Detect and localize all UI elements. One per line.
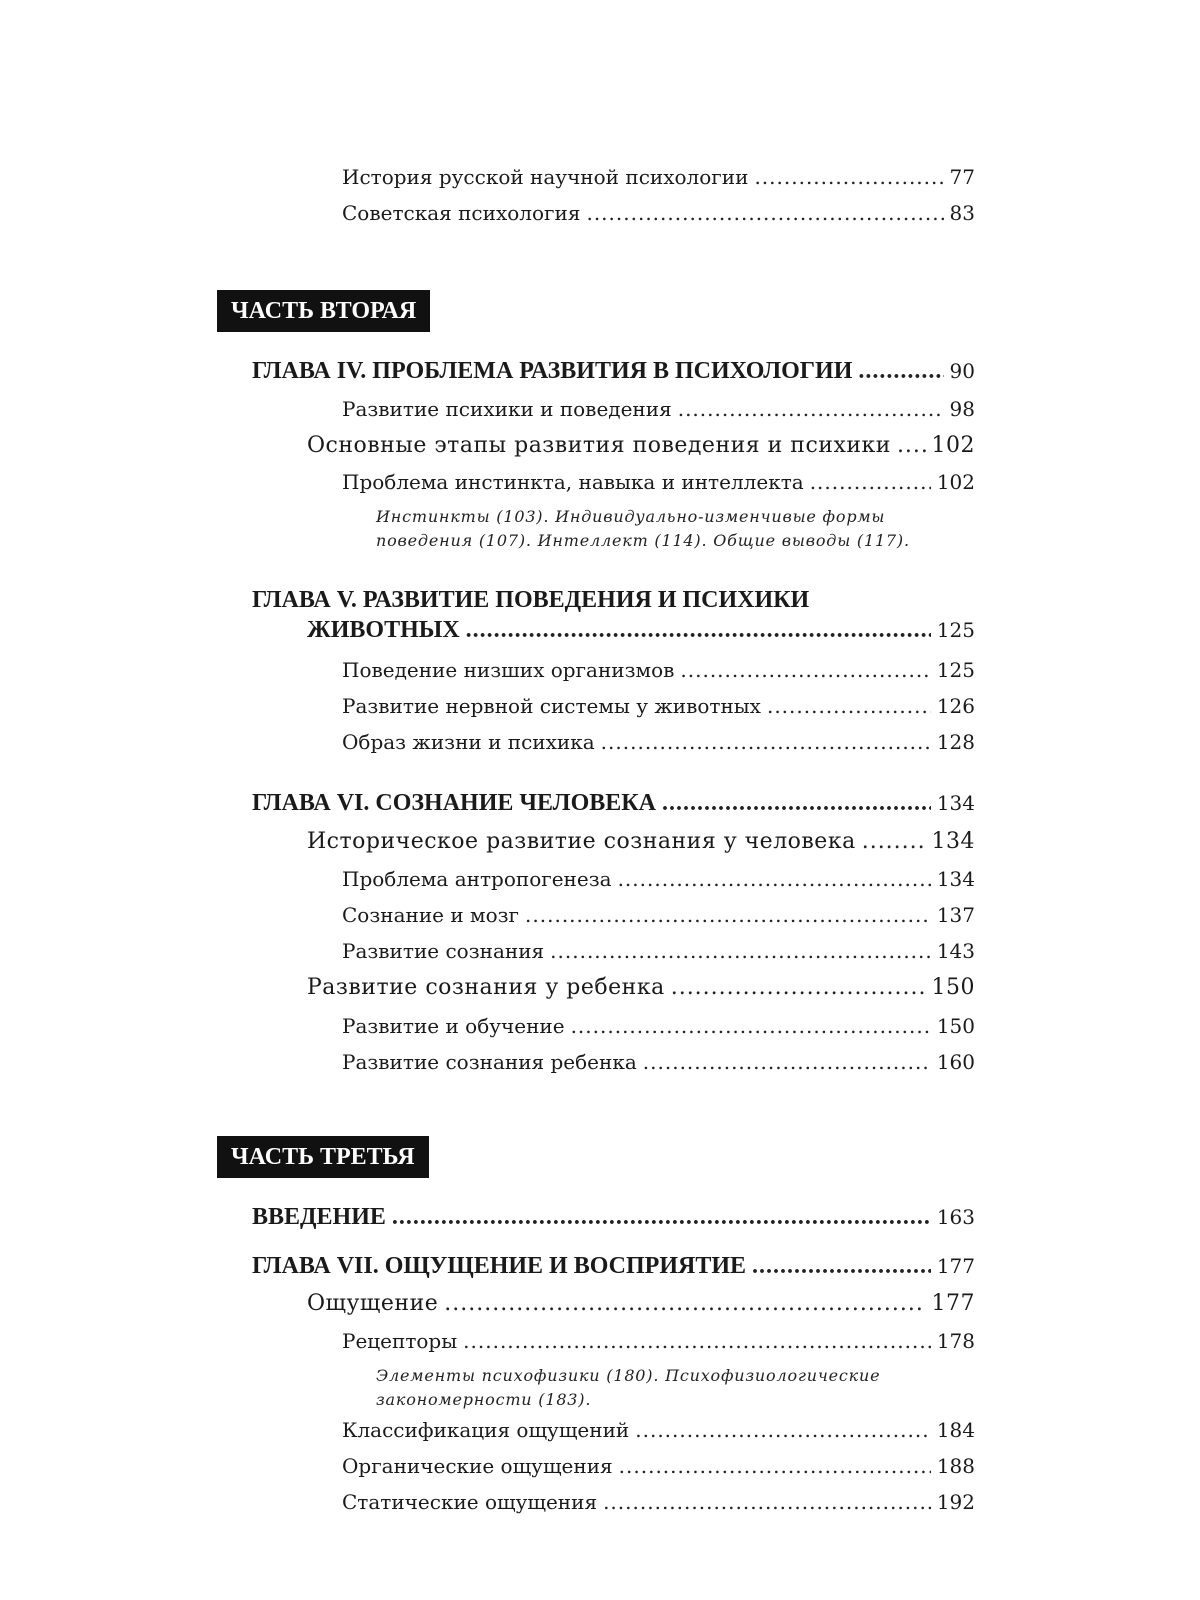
dot-leader bbox=[571, 1014, 931, 1038]
toc-entry-title: Развитие нервной системы у животных bbox=[342, 694, 761, 718]
toc-entry[interactable] bbox=[342, 1050, 975, 1074]
toc-entry[interactable] bbox=[342, 1490, 975, 1514]
toc-entry[interactable] bbox=[342, 165, 975, 189]
toc-entry-page: 192 bbox=[936, 1490, 975, 1514]
chapter-title: ГЛАВА VI. СОЗНАНИЕ ЧЕЛОВЕКА bbox=[252, 790, 656, 816]
dot-leader bbox=[671, 975, 926, 1000]
toc-entry-title: Поведение низших организмов bbox=[342, 658, 675, 682]
toc-entry-page: 77 bbox=[949, 165, 975, 189]
toc-entry-page: 137 bbox=[936, 903, 975, 927]
dot-leader bbox=[752, 1253, 931, 1280]
chapter-page: 90 bbox=[949, 359, 975, 383]
toc-entry-note: Инстинкты (103). Индивидуально-изменчивые формы поведения (107). Интеллект (114). Общие выводы (117). bbox=[376, 507, 910, 550]
toc-section-page: 102 bbox=[931, 433, 975, 458]
dot-leader bbox=[463, 1329, 931, 1353]
chapter-page: 134 bbox=[936, 791, 975, 815]
toc-entry-title: Органические ощущения bbox=[342, 1454, 613, 1478]
toc-section-title: Развитие сознания у ребенка bbox=[307, 975, 665, 1000]
chapter-title: ГЛАВА IV. ПРОБЛЕМА РАЗВИТИЯ В ПСИХОЛОГИИ bbox=[252, 358, 853, 384]
part-heading-three: ЧАСТЬ ТРЕТЬЯ bbox=[217, 1136, 429, 1178]
toc-section[interactable] bbox=[307, 829, 975, 854]
chapter-title: ВВЕДЕНИЕ bbox=[252, 1204, 386, 1230]
toc-entry-title: Развитие психики и поведения bbox=[342, 397, 672, 421]
toc-entry[interactable] bbox=[342, 201, 975, 225]
toc-entry-title: Рецепторы bbox=[342, 1329, 458, 1353]
toc-section-title: Основные этапы развития поведения и психики bbox=[307, 433, 891, 458]
toc-entry[interactable] bbox=[342, 694, 975, 718]
dot-leader bbox=[810, 470, 931, 494]
toc-section[interactable] bbox=[307, 975, 975, 1000]
chapter-page: 163 bbox=[936, 1205, 975, 1229]
chapter-5-heading[interactable] bbox=[307, 617, 975, 644]
chapter-title: ЖИВОТНЫХ bbox=[307, 617, 460, 643]
dot-leader bbox=[862, 829, 926, 854]
toc-entry-title: Развитие сознания ребенка bbox=[342, 1050, 637, 1074]
dot-leader bbox=[601, 730, 931, 754]
toc-entry-title: Развитие сознания bbox=[342, 939, 545, 963]
dot-leader bbox=[767, 694, 931, 718]
toc-entry-title: Классификация ощущений bbox=[342, 1418, 630, 1442]
dot-leader bbox=[619, 1454, 931, 1478]
toc-entry-title: История русской научной психологии bbox=[342, 165, 749, 189]
dot-leader bbox=[466, 617, 931, 644]
dot-leader bbox=[550, 939, 931, 963]
toc-entry[interactable] bbox=[342, 730, 975, 754]
toc-entry-title: Развитие и обучение bbox=[342, 1014, 565, 1038]
toc-entry-page: 98 bbox=[949, 397, 975, 421]
toc-entry-page: 178 bbox=[936, 1329, 975, 1353]
dot-leader bbox=[586, 201, 943, 225]
toc-entry[interactable] bbox=[342, 1329, 975, 1353]
toc-entry[interactable] bbox=[342, 397, 975, 421]
toc-entry[interactable] bbox=[342, 658, 975, 682]
dot-leader bbox=[618, 867, 931, 891]
dot-leader bbox=[662, 790, 931, 817]
toc-section-page: 150 bbox=[931, 975, 975, 1000]
toc-entry[interactable] bbox=[342, 939, 975, 963]
toc-entry-title: Образ жизни и психика bbox=[342, 730, 595, 754]
toc-entry-page: 102 bbox=[936, 470, 975, 494]
toc-entry-note: Элементы психофизики (180). Психофизиологические закономерности (183). bbox=[376, 1366, 881, 1409]
toc-entry[interactable] bbox=[342, 470, 975, 494]
chapter-page: 177 bbox=[936, 1254, 975, 1278]
toc-entry-page: 184 bbox=[936, 1418, 975, 1442]
chapter-4-heading[interactable] bbox=[252, 358, 975, 385]
toc-section[interactable] bbox=[307, 433, 975, 458]
toc-entry-title: Проблема антропогенеза bbox=[342, 867, 612, 891]
toc-entry-page: 188 bbox=[936, 1454, 975, 1478]
dot-leader bbox=[392, 1204, 931, 1231]
introduction-heading[interactable] bbox=[252, 1204, 975, 1231]
toc-entry[interactable] bbox=[342, 1454, 975, 1478]
dot-leader bbox=[635, 1418, 931, 1442]
dot-leader bbox=[897, 433, 926, 458]
toc-entry-page: 143 bbox=[936, 939, 975, 963]
toc-entry-page: 160 bbox=[936, 1050, 975, 1074]
toc-entry-page: 125 bbox=[936, 658, 975, 682]
toc-entry-title: Статические ощущения bbox=[342, 1490, 598, 1514]
toc-entry-page: 134 bbox=[936, 867, 975, 891]
dot-leader bbox=[444, 1291, 925, 1316]
dot-leader bbox=[680, 658, 930, 682]
toc-section-page: 134 bbox=[931, 829, 975, 854]
dot-leader bbox=[603, 1490, 931, 1514]
dot-leader bbox=[858, 358, 943, 385]
toc-section-title: Историческое развитие сознания у человека bbox=[307, 829, 856, 854]
chapter-title: ГЛАВА VII. ОЩУЩЕНИЕ И ВОСПРИЯТИЕ bbox=[252, 1253, 747, 1279]
toc-entry-page: 128 bbox=[936, 730, 975, 754]
toc-section-title: Ощущение bbox=[307, 1291, 439, 1316]
chapter-page: 125 bbox=[936, 618, 975, 642]
toc-entry[interactable] bbox=[342, 1014, 975, 1038]
dot-leader bbox=[525, 903, 931, 927]
toc-entry-page: 83 bbox=[949, 201, 975, 225]
toc-entry[interactable] bbox=[342, 903, 975, 927]
chapter-5-heading-line1[interactable]: ГЛАВА V. РАЗВИТИЕ ПОВЕДЕНИЯ И ПСИХИКИ bbox=[252, 587, 810, 613]
dot-leader bbox=[678, 397, 944, 421]
toc-section[interactable] bbox=[307, 1291, 975, 1316]
toc-section-page: 177 bbox=[931, 1291, 975, 1316]
part-heading-two: ЧАСТЬ ВТОРАЯ bbox=[217, 290, 430, 332]
toc-entry[interactable] bbox=[342, 1418, 975, 1442]
toc-entry-title: Сознание и мозг bbox=[342, 903, 520, 927]
toc-entry[interactable] bbox=[342, 867, 975, 891]
chapter-7-heading[interactable] bbox=[252, 1253, 975, 1280]
toc-entry-page: 150 bbox=[936, 1014, 975, 1038]
dot-leader bbox=[643, 1050, 931, 1074]
dot-leader bbox=[754, 165, 943, 189]
toc-entry-title: Советская психология bbox=[342, 201, 581, 225]
toc-entry-page: 126 bbox=[936, 694, 975, 718]
chapter-6-heading[interactable] bbox=[252, 790, 975, 817]
toc-entry-title: Проблема инстинкта, навыка и интеллекта bbox=[342, 470, 804, 494]
